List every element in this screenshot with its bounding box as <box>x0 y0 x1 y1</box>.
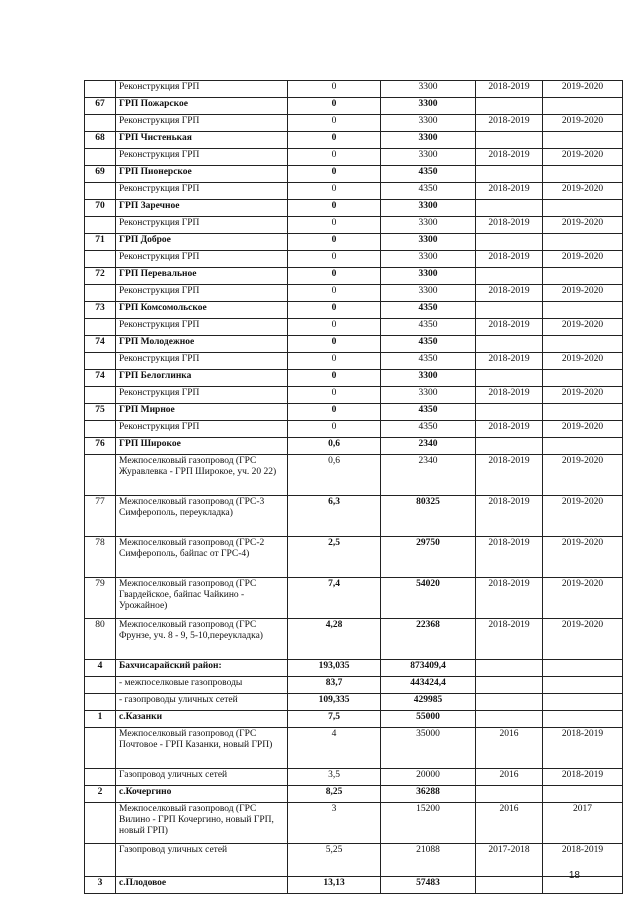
row-length: 13,13 <box>288 877 381 894</box>
row-name: Газопровод уличных сетей <box>116 769 288 786</box>
row-cost: 3300 <box>381 132 476 149</box>
row-name: Реконструкция ГРП <box>116 183 288 200</box>
row-year-start: 2018-2019 <box>476 619 543 660</box>
table-row <box>85 302 623 319</box>
row-year-end <box>543 404 623 421</box>
row-year-end <box>543 336 623 353</box>
row-number: 71 <box>85 234 116 251</box>
row-number: 76 <box>85 438 116 455</box>
row-year-end: 2019-2020 <box>543 353 623 370</box>
row-cost: 2340 <box>381 438 476 455</box>
row-year-start: 2018-2019 <box>476 81 543 98</box>
row-cost: 20000 <box>381 769 476 786</box>
row-year-start <box>476 786 543 803</box>
row-name: Реконструкция ГРП <box>116 149 288 166</box>
row-length: 109,335 <box>288 694 381 711</box>
row-number: 72 <box>85 268 116 285</box>
row-cost: 55000 <box>381 711 476 728</box>
row-year-end: 2019-2020 <box>543 251 623 268</box>
row-name: - газопроводы уличных сетей <box>116 694 288 711</box>
row-length: 83,7 <box>288 677 381 694</box>
row-length: 0 <box>288 285 381 302</box>
row-cost: 3300 <box>381 81 476 98</box>
row-cost: 4350 <box>381 353 476 370</box>
row-cost: 4350 <box>381 183 476 200</box>
row-name: ГРП Перевальное <box>116 268 288 285</box>
row-number <box>85 149 116 166</box>
row-cost: 80325 <box>381 496 476 537</box>
row-cost: 3300 <box>381 251 476 268</box>
row-name: Реконструкция ГРП <box>116 421 288 438</box>
table-row <box>85 877 623 894</box>
row-year-end: 2019-2020 <box>543 319 623 336</box>
row-number <box>85 387 116 404</box>
row-name: ГРП Доброе <box>116 234 288 251</box>
row-cost: 3300 <box>381 268 476 285</box>
row-cost: 429985 <box>381 694 476 711</box>
row-year-end: 2019-2020 <box>543 537 623 578</box>
row-cost: 3300 <box>381 200 476 217</box>
row-year-end <box>543 677 623 694</box>
row-number: 4 <box>85 660 116 677</box>
row-length: 0 <box>288 268 381 285</box>
row-number <box>85 115 116 132</box>
row-year-start: 2018-2019 <box>476 285 543 302</box>
row-number: 70 <box>85 200 116 217</box>
row-name: ГРП Широкое <box>116 438 288 455</box>
row-length: 7,5 <box>288 711 381 728</box>
row-year-start: 2018-2019 <box>476 319 543 336</box>
table-row <box>85 619 623 660</box>
table-row <box>85 319 623 336</box>
row-name: Реконструкция ГРП <box>116 319 288 336</box>
table-row <box>85 149 623 166</box>
row-number: 68 <box>85 132 116 149</box>
table-row <box>85 537 623 578</box>
table-row <box>85 115 623 132</box>
table-row <box>85 660 623 677</box>
row-year-start: 2018-2019 <box>476 115 543 132</box>
table-row <box>85 183 623 200</box>
row-year-end: 2019-2020 <box>543 578 623 619</box>
row-year-end: 2019-2020 <box>543 149 623 166</box>
table-row <box>85 234 623 251</box>
table-row <box>85 438 623 455</box>
row-year-start <box>476 302 543 319</box>
row-length: 0 <box>288 234 381 251</box>
row-cost: 21088 <box>381 844 476 877</box>
row-number <box>85 81 116 98</box>
table-row <box>85 769 623 786</box>
row-cost: 4350 <box>381 302 476 319</box>
row-length: 193,035 <box>288 660 381 677</box>
row-cost: 4350 <box>381 319 476 336</box>
row-length: 3,5 <box>288 769 381 786</box>
row-length: 0 <box>288 251 381 268</box>
row-number: 78 <box>85 537 116 578</box>
row-number <box>85 677 116 694</box>
row-year-end: 2019-2020 <box>543 387 623 404</box>
row-year-start: 2018-2019 <box>476 421 543 438</box>
row-year-end: 2018-2019 <box>543 844 623 877</box>
row-year-end: 2019-2020 <box>543 285 623 302</box>
row-year-end <box>543 302 623 319</box>
row-length: 4 <box>288 728 381 769</box>
row-name: с.Кочергино <box>116 786 288 803</box>
row-length: 0 <box>288 200 381 217</box>
row-year-end: 2019-2020 <box>543 455 623 496</box>
table-row <box>85 98 623 115</box>
row-name: - межпоселковые газопроводы <box>116 677 288 694</box>
table-row <box>85 803 623 844</box>
row-name: Межпоселковый газопровод (ГРС Фрунзе, уч. 8 - 9, 5-10,переукладка) <box>116 619 288 660</box>
row-year-start <box>476 166 543 183</box>
gas-pipeline-table <box>84 80 623 894</box>
row-year-start <box>476 404 543 421</box>
row-cost: 3300 <box>381 387 476 404</box>
row-name: Бахчисарайский район: <box>116 660 288 677</box>
row-year-start <box>476 438 543 455</box>
table-body <box>85 81 623 894</box>
row-length: 0 <box>288 166 381 183</box>
row-year-end <box>543 370 623 387</box>
row-name: Газопровод уличных сетей <box>116 844 288 877</box>
row-year-start: 2018-2019 <box>476 353 543 370</box>
table-row <box>85 404 623 421</box>
row-name: Реконструкция ГРП <box>116 387 288 404</box>
row-length: 4,28 <box>288 619 381 660</box>
row-year-end <box>543 268 623 285</box>
row-cost: 3300 <box>381 234 476 251</box>
table-row <box>85 578 623 619</box>
row-name: Реконструкция ГРП <box>116 217 288 234</box>
row-year-end: 2019-2020 <box>543 619 623 660</box>
row-name: Реконструкция ГРП <box>116 115 288 132</box>
row-length: 0 <box>288 149 381 166</box>
row-year-start: 2018-2019 <box>476 183 543 200</box>
row-length: 0 <box>288 370 381 387</box>
row-number: 67 <box>85 98 116 115</box>
row-name: ГРП Чистенькая <box>116 132 288 149</box>
row-year-start <box>476 98 543 115</box>
row-year-start: 2018-2019 <box>476 217 543 234</box>
row-year-end <box>543 786 623 803</box>
row-year-end <box>543 98 623 115</box>
table-row <box>85 166 623 183</box>
row-number: 77 <box>85 496 116 537</box>
row-cost: 54020 <box>381 578 476 619</box>
row-cost: 3300 <box>381 370 476 387</box>
row-year-start: 2018-2019 <box>476 387 543 404</box>
table-row <box>85 844 623 877</box>
row-year-end <box>543 132 623 149</box>
row-number <box>85 803 116 844</box>
table-row <box>85 694 623 711</box>
row-year-end: 2019-2020 <box>543 217 623 234</box>
row-length: 3 <box>288 803 381 844</box>
row-year-end: 2018-2019 <box>543 769 623 786</box>
row-year-end: 2019-2020 <box>543 81 623 98</box>
row-number: 74 <box>85 336 116 353</box>
row-year-end <box>543 200 623 217</box>
row-cost: 4350 <box>381 421 476 438</box>
row-year-end: 2019-2020 <box>543 496 623 537</box>
row-year-start: 2018-2019 <box>476 251 543 268</box>
row-length: 0 <box>288 404 381 421</box>
row-name: Реконструкция ГРП <box>116 251 288 268</box>
row-year-start <box>476 877 543 894</box>
table-row <box>85 786 623 803</box>
row-number: 3 <box>85 877 116 894</box>
row-cost: 57483 <box>381 877 476 894</box>
row-name: Межпоселковый газопровод (ГРС Гвардейское, байпас Чайкино - Урожайное) <box>116 578 288 619</box>
row-length: 0 <box>288 319 381 336</box>
row-name: ГРП Пожарское <box>116 98 288 115</box>
row-name: Межпоселковый газопровод (ГРС-2 Симферополь, байпас от ГРС-4) <box>116 537 288 578</box>
row-cost: 4350 <box>381 336 476 353</box>
table-row <box>85 677 623 694</box>
row-cost: 36288 <box>381 786 476 803</box>
row-number: 80 <box>85 619 116 660</box>
row-cost: 3300 <box>381 98 476 115</box>
row-number <box>85 353 116 370</box>
row-number <box>85 728 116 769</box>
row-cost: 3300 <box>381 115 476 132</box>
table-row <box>85 285 623 302</box>
row-number <box>85 694 116 711</box>
row-year-start: 2018-2019 <box>476 496 543 537</box>
table-row <box>85 711 623 728</box>
row-year-start: 2018-2019 <box>476 537 543 578</box>
row-name: ГРП Пионерское <box>116 166 288 183</box>
row-length: 5,25 <box>288 844 381 877</box>
row-year-start: 2016 <box>476 728 543 769</box>
row-cost: 873409,4 <box>381 660 476 677</box>
table-row <box>85 496 623 537</box>
row-number <box>85 769 116 786</box>
row-cost: 4350 <box>381 404 476 421</box>
row-cost: 35000 <box>381 728 476 769</box>
row-year-start <box>476 660 543 677</box>
row-name: Межпоселковый газопровод (ГРС-3 Симферополь, переукладка) <box>116 496 288 537</box>
row-year-end: 2019-2020 <box>543 115 623 132</box>
row-name: Реконструкция ГРП <box>116 81 288 98</box>
row-cost: 3300 <box>381 149 476 166</box>
row-number: 73 <box>85 302 116 319</box>
table-row <box>85 217 623 234</box>
row-name: ГРП Заречное <box>116 200 288 217</box>
row-name: ГРП Молодежное <box>116 336 288 353</box>
row-length: 0 <box>288 336 381 353</box>
row-length: 0,6 <box>288 455 381 496</box>
row-cost: 4350 <box>381 166 476 183</box>
row-year-start: 2018-2019 <box>476 578 543 619</box>
row-year-start: 2018-2019 <box>476 455 543 496</box>
row-length: 2,5 <box>288 537 381 578</box>
row-year-end: 2018-2019 <box>543 728 623 769</box>
row-number: 75 <box>85 404 116 421</box>
table-row <box>85 268 623 285</box>
row-year-start <box>476 268 543 285</box>
row-name: ГРП Комсомольское <box>116 302 288 319</box>
row-number: 74 <box>85 370 116 387</box>
row-cost: 22368 <box>381 619 476 660</box>
row-year-end <box>543 166 623 183</box>
row-name: с.Казанки <box>116 711 288 728</box>
row-year-start <box>476 694 543 711</box>
row-name: Реконструкция ГРП <box>116 353 288 370</box>
row-cost: 443424,4 <box>381 677 476 694</box>
table-row <box>85 455 623 496</box>
row-year-start <box>476 677 543 694</box>
row-name: с.Плодовое <box>116 877 288 894</box>
row-year-start <box>476 370 543 387</box>
row-length: 0 <box>288 132 381 149</box>
table-row <box>85 387 623 404</box>
table-row <box>85 353 623 370</box>
row-year-start: 2018-2019 <box>476 149 543 166</box>
row-length: 7,4 <box>288 578 381 619</box>
row-length: 0,6 <box>288 438 381 455</box>
table-row <box>85 251 623 268</box>
row-cost: 29750 <box>381 537 476 578</box>
row-year-end: 2019-2020 <box>543 421 623 438</box>
row-length: 8,25 <box>288 786 381 803</box>
table-row <box>85 370 623 387</box>
row-number <box>85 844 116 877</box>
row-length: 0 <box>288 115 381 132</box>
row-year-start: 2016 <box>476 769 543 786</box>
row-name: ГРП Мирное <box>116 404 288 421</box>
row-name: Межпоселковый газопровод (ГРС Почтовое - ГРП Казанки, новый ГРП) <box>116 728 288 769</box>
row-year-start <box>476 132 543 149</box>
row-number <box>85 421 116 438</box>
row-year-end <box>543 694 623 711</box>
row-year-end <box>543 711 623 728</box>
row-length: 0 <box>288 353 381 370</box>
row-year-end: 2019-2020 <box>543 183 623 200</box>
row-length: 0 <box>288 98 381 115</box>
row-year-start <box>476 200 543 217</box>
row-year-end <box>543 438 623 455</box>
row-cost: 15200 <box>381 803 476 844</box>
row-year-start: 2016 <box>476 803 543 844</box>
row-year-end <box>543 234 623 251</box>
row-year-end <box>543 877 623 894</box>
row-length: 0 <box>288 81 381 98</box>
row-name: Межпоселковый газопровод (ГРС Журавлевка - ГРП Широкое, уч. 20 22) <box>116 455 288 496</box>
row-number <box>85 217 116 234</box>
table-row <box>85 132 623 149</box>
row-cost: 2340 <box>381 455 476 496</box>
page-number: 18 <box>568 870 580 881</box>
row-cost: 3300 <box>381 285 476 302</box>
table-row <box>85 421 623 438</box>
row-number: 79 <box>85 578 116 619</box>
row-length: 0 <box>288 387 381 404</box>
row-number <box>85 285 116 302</box>
row-name: ГРП Белоглинка <box>116 370 288 387</box>
table-row <box>85 200 623 217</box>
row-length: 6,3 <box>288 496 381 537</box>
row-name: Реконструкция ГРП <box>116 285 288 302</box>
row-number: 69 <box>85 166 116 183</box>
row-year-start <box>476 336 543 353</box>
row-cost: 3300 <box>381 217 476 234</box>
row-length: 0 <box>288 183 381 200</box>
row-length: 0 <box>288 217 381 234</box>
row-name: Межпоселковый газопровод (ГРС Вилино - ГРП Кочергино, новый ГРП, новый ГРП) <box>116 803 288 844</box>
table-row <box>85 728 623 769</box>
row-length: 0 <box>288 421 381 438</box>
row-year-start <box>476 234 543 251</box>
row-number <box>85 319 116 336</box>
table-row <box>85 336 623 353</box>
row-number <box>85 183 116 200</box>
row-length: 0 <box>288 302 381 319</box>
table-row <box>85 81 623 98</box>
row-number: 2 <box>85 786 116 803</box>
row-number <box>85 251 116 268</box>
row-number: 1 <box>85 711 116 728</box>
row-year-start <box>476 711 543 728</box>
row-number <box>85 455 116 496</box>
row-year-start: 2017-2018 <box>476 844 543 877</box>
row-year-end <box>543 660 623 677</box>
row-year-end: 2017 <box>543 803 623 844</box>
